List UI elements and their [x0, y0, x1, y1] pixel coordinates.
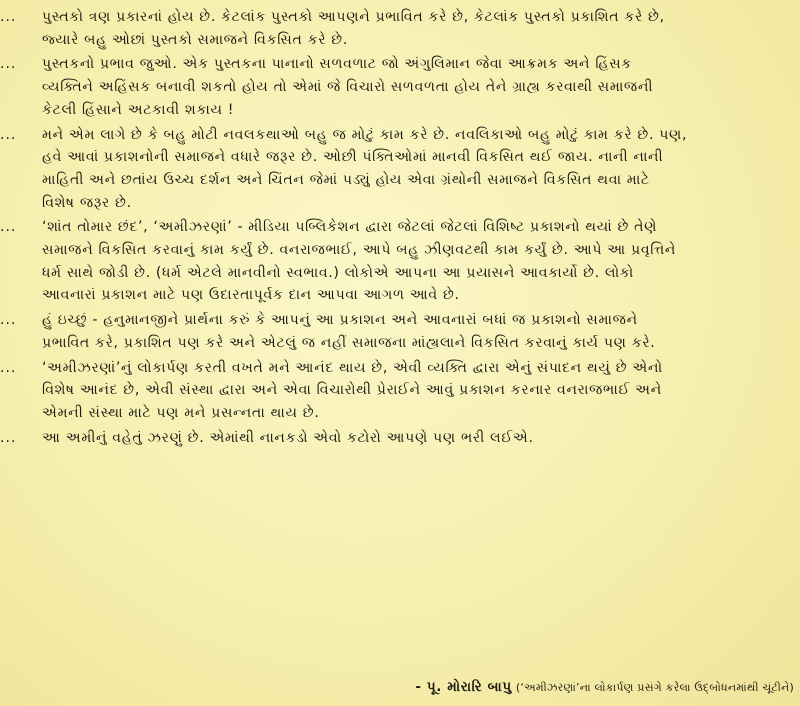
- text-line: પ્રભાવિત કરે, પ્રકાશિત પણ કરે અને એટલું જ નહીં સમાજના માંહ્યલાને વિકસિત કરવાનું કાર્ય પણ કરે.: [42, 334, 656, 351]
- paragraph-book-influence: [0, 53, 800, 121]
- text-line: હવે આવાં પ્રકાશનોની સમાજને વધારે જરૂર છે. ઓછી પંક્તિઓમાં માનવી વિકસિત થઈ જાય. નાની નાની: [42, 149, 664, 166]
- bullet-marker: ...: [0, 429, 17, 446]
- bullet-marker: ...: [0, 126, 17, 143]
- text-line: કેટલી હિંસાને અટકાવી શકાય !: [42, 101, 235, 118]
- paragraph-media-publication: [0, 216, 800, 307]
- bullet-marker: ...: [0, 312, 17, 329]
- text-line: મને એમ લાગે છે કે બહુ મોટી નવલકથાઓ બહુ જ મોટું કામ કરે છે. નવલિકાઓ બહુ મોટું કામ કરે છે. પણ,: [42, 126, 688, 143]
- paragraph-prayer: [0, 309, 800, 354]
- text-line: એમની સંસ્થા માટે પણ મને પ્રસન્નતા થાય છે.: [42, 404, 320, 421]
- text-line: જ્યારે બહુ ઓછાં પુસ્તકો સમાજને વિકસિત કરે છે.: [42, 31, 348, 48]
- text-line: વિશેષ આનંદ છે, એવી સંસ્થા દ્વારા અને એવા વિચારોથી પ્રેરાઈને આવું પ્રકાશન કરનાર વનરાજભાઈ અને: [42, 382, 662, 399]
- text-line: પુસ્તકો ત્રણ પ્રકારનાં હોય છે. કેટલાંક પુસ્તકો આપણને પ્રભાવિત કરે છે, કેટલાંક પુસ્તકો પ્રકાશિત કરે છે,: [42, 9, 665, 25]
- paragraph-closing: [0, 427, 800, 450]
- text-line: ‘શાંત તોમાર છંદ’, ‘અમીઝરણાં’ - મીડિયા પબ્લિકેશન દ્વારા જેટલાં જેટલાં વિશિષ્ટ પ્રકાશનો થયાં છે તેણે: [42, 219, 658, 236]
- document-page: [0, 6, 800, 451]
- text-line: સમાજને વિકસિત કરવાનું કામ કર્યું છે. વનરાજભાઈ, આપે બહુ ઝીણવટથી કામ કર્યું છે. આપે આ પ્રવૃત્તિને: [42, 242, 677, 259]
- text-line: ‘અમીઝરણાં’નું લોકાર્પણ કરતી વખતે મને આનંદ થાય છે, એવી વ્યક્તિ દ્વારા એનું સંપાદન થયું છે એનો: [42, 359, 663, 376]
- signature: [415, 677, 794, 698]
- author-name: - પૂ. મોરારિ બાપુ: [415, 679, 512, 695]
- text-line: વ્યક્તિને અહિંસક બનાવી શકતો હોય તો એમાં જે વિચારો સળવળતા હોય તેને ગ્રાહ્ય કરવાથી સમાજની: [42, 79, 654, 96]
- paragraph-books-types: [0, 6, 800, 51]
- text-line: માહિતી અને છતાંય ઉચ્ચ દર્શન અને ચિંતન જેમાં પડ્યું હોય એવા ગ્રંથોની સમાજને વિકસિત થવા માટે: [42, 171, 650, 188]
- bullet-marker: ...: [0, 359, 17, 376]
- text-line: વિશેષ જરૂર છે.: [42, 194, 132, 211]
- text-line: ધર્મ સાથે જોડી છે. (ધર્મ એટલે માનવીનો સ્વભાવ.) લોકોએ આપના આ પ્રયાસને આવકાર્યો છે. લોકો: [42, 264, 634, 281]
- text-line: આવનારાં પ્રકાશન માટે પણ ઉદારતાપૂર્વક દાન આપવા આગળ આવે છે.: [42, 287, 460, 304]
- text-line: પુસ્તકનો પ્રભાવ જુઓ. એક પુસ્તકના પાનાનો સળવળાટ જો અંગુલિમાન જેવા આક્રમક અને હિંસક: [42, 56, 632, 73]
- paragraph-launch-joy: [0, 357, 800, 425]
- bullet-marker: ...: [0, 219, 17, 236]
- bullet-marker: ...: [0, 56, 17, 73]
- text-line: આ અમીનું વહેતું ઝરણું છે. એમાંથી નાનકડો એવો કટોરો આપણે પણ ભરી લઈએ.: [42, 429, 534, 446]
- text-line: હું ઇચ્છું - હનુમાનજીને પ્રાર્થના કરું કે આપનું આ પ્રકાશન અને આવનારાં બધાં જ પ્રકાશનો સમાજને: [42, 312, 638, 329]
- bullet-marker: ...: [0, 9, 17, 25]
- paragraph-publications-need: [0, 124, 800, 215]
- source-note: (‘અમીઝરણાં’ના લોકાર્પણ પ્રસંગે કરેલા ઉદ્‌બોધનમાંથી ચૂંટીને): [515, 681, 794, 694]
